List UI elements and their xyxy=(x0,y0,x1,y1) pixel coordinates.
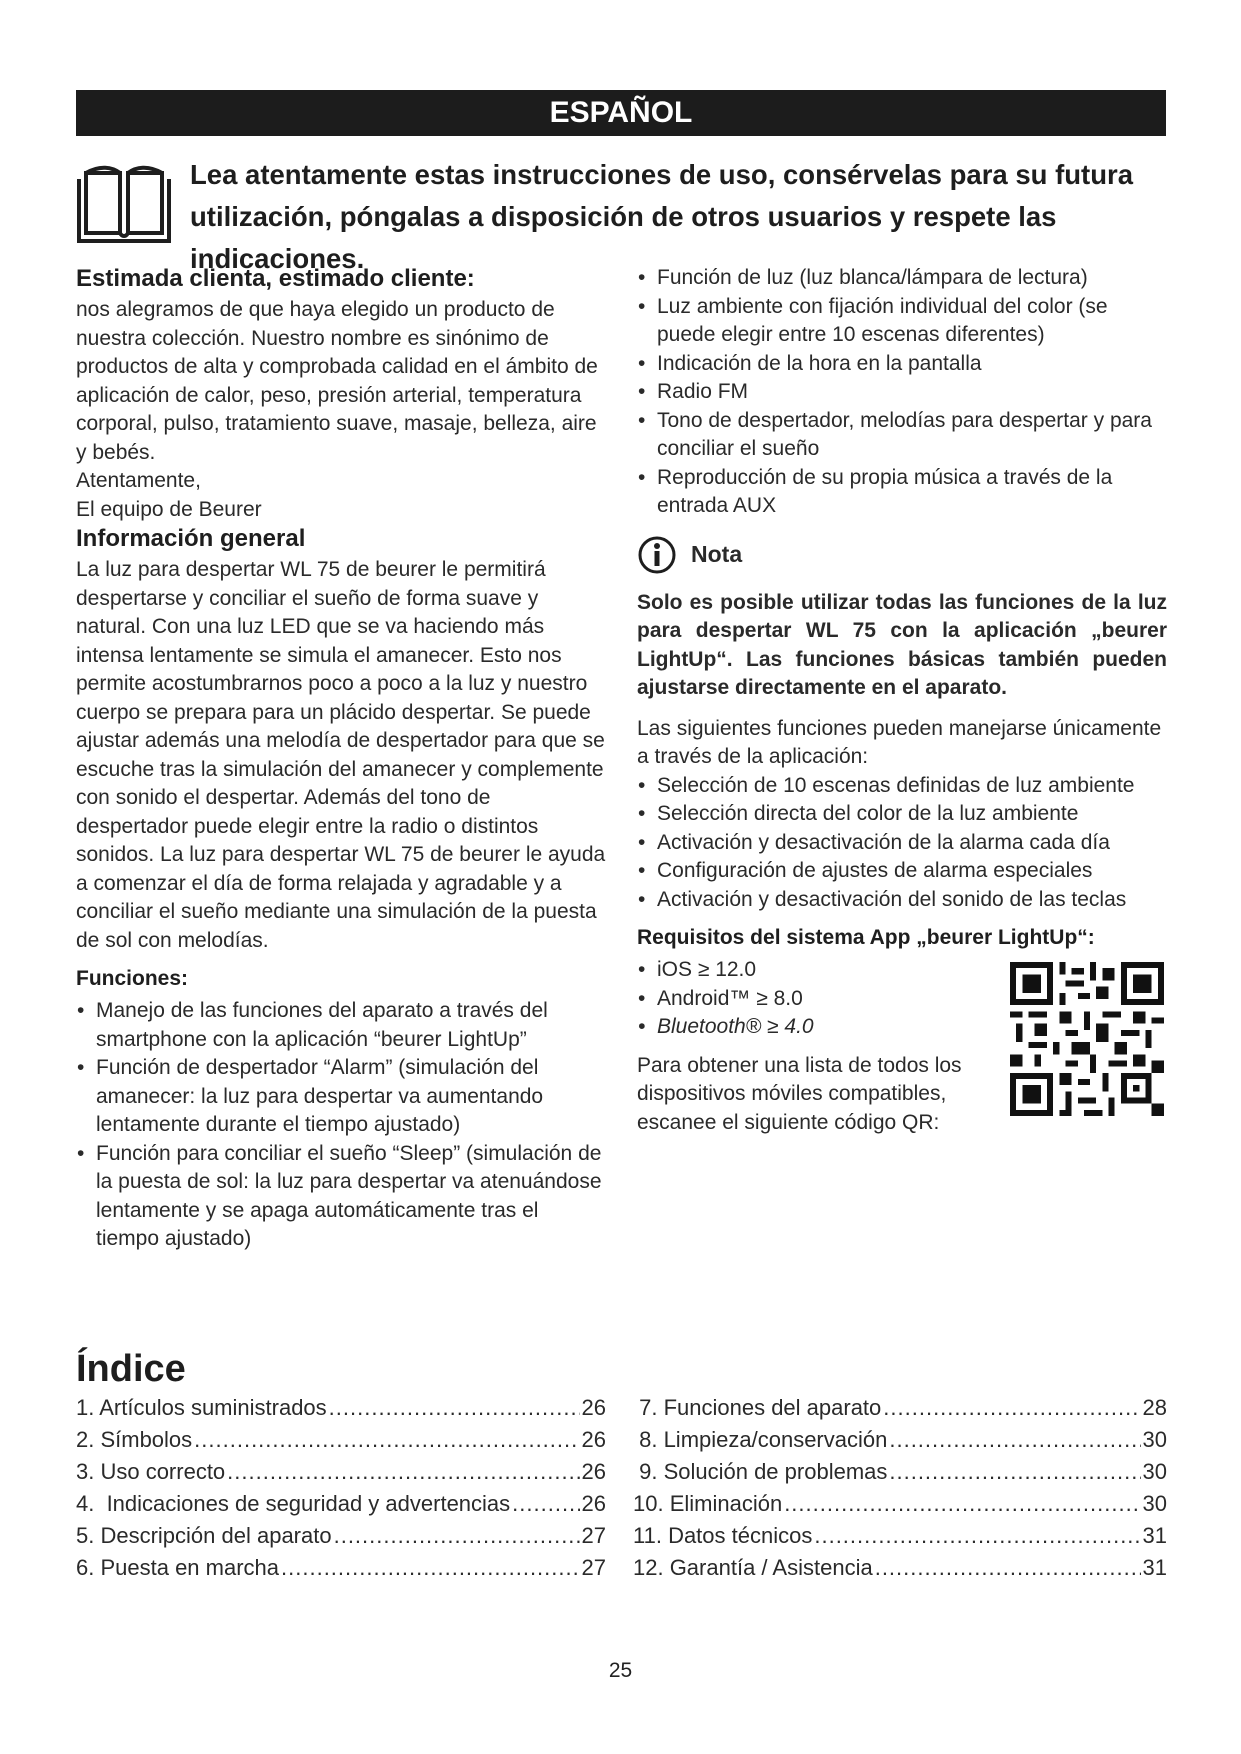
requirements-heading: Requisitos del sistema App „beurer LightUp“: xyxy=(637,926,1095,949)
index-entry[interactable] xyxy=(633,1520,1167,1552)
list-item: • Función de despertador “Alarm” (simulación del amanecer: la luz para despertar va aumentando lentamente durante el tiempo ajustado) xyxy=(76,1054,606,1140)
list-item: • Función de luz (luz blanca/lámpara de lectura) xyxy=(637,264,1167,293)
index-entry-page: 26 xyxy=(581,1491,606,1516)
qr-instructions: Para obtener una lista de todos los dispositivos móviles compatibles, escanee el siguiente código QR: xyxy=(637,1053,962,1134)
index-entry[interactable] xyxy=(76,1488,606,1520)
list-item: • Configuración de ajustes de alarma especiales xyxy=(637,857,1167,886)
list-item: • Función para conciliar el sueño “Sleep” (simulación de la puesta de sol: la luz para despertar va atenuándose lentamente y se apaga automáticamente tras el tiempo ajustado) xyxy=(76,1140,606,1254)
index-entry-label: 12. Garantía / Asistencia xyxy=(633,1555,873,1580)
index-entry-page: 30 xyxy=(1142,1491,1167,1516)
index-entry-label: 9. Solución de problemas xyxy=(633,1459,888,1484)
functions-list-continued xyxy=(637,264,1167,521)
index-title: Índice xyxy=(76,1348,186,1390)
qr-code-icon[interactable] xyxy=(1010,962,1164,1116)
list-item: • Radio FM xyxy=(637,378,1167,407)
index-entry-label: 7. Funciones del aparato xyxy=(633,1395,882,1420)
index-entry[interactable] xyxy=(633,1456,1167,1488)
index-entry-page: 26 xyxy=(581,1459,606,1484)
info-icon xyxy=(637,535,677,575)
index-entry-label: 6. Puesta en marcha xyxy=(76,1555,280,1580)
note-body: Solo es posible utilizar todas las funciones de la luz para despertar WL 75 con la aplicación „beurer LightUp“. Las funciones básicas también pueden ajustarse directamente en el aparato. xyxy=(637,590,1167,699)
index-entry-label: 5. Descripción del aparato xyxy=(76,1523,332,1548)
index-entry-page: 26 xyxy=(581,1427,606,1452)
index-entry-page: 27 xyxy=(581,1555,606,1580)
index-entry-page: 27 xyxy=(581,1523,606,1548)
list-item: • Reproducción de su propia música a través de la entrada AUX xyxy=(637,464,1167,521)
functions-heading: Funciones: xyxy=(76,967,189,990)
app-functions-list xyxy=(637,772,1167,915)
index-entry-label: 11. Datos técnicos xyxy=(633,1523,813,1548)
general-body: La luz para despertar WL 75 de beurer le permitirá despertarse y conciliar el sueño de forma suave y natural. Con una luz LED que se va haciendo más intensa lentamente se simula el amanecer. Esto nos permite acostumbrarnos poco a poco a la luz y nuestro cuerpo se prepara para un plácido despertar. Se puede ajustar además una melodía de despertador para que se escuche tras la simulación del amanecer y complemente con sonido el despertar. Además del tono de despertador puede elegir entre la radio o distintos sonidos. La luz para despertar WL 75 de beurer le ayuda a comenzar el día de forma relajada y agradable y a conciliar el sueño mediante una simulación de la puesta de sol con melodías. xyxy=(76,558,606,952)
note-title: Nota xyxy=(691,541,743,568)
index-entry-page: 30 xyxy=(1142,1459,1167,1484)
index-entry-label: 1. Artículos suministrados xyxy=(76,1395,327,1420)
app-intro: Las siguientes funciones pueden manejarse únicamente a través de la aplicación: xyxy=(637,716,1162,768)
general-heading: Información general xyxy=(76,525,306,552)
list-item: • Indicación de la hora en la pantalla xyxy=(637,350,1167,379)
page-number: 25 xyxy=(608,1659,633,1682)
index-right xyxy=(633,1392,1167,1584)
index-entry-page: 31 xyxy=(1142,1523,1167,1548)
index-entry-label: 4. Indicaciones de seguridad y advertencias xyxy=(76,1491,511,1516)
index-entry[interactable] xyxy=(76,1552,606,1584)
left-column xyxy=(76,264,606,1254)
list-item: • Android™ ≥ 8.0 xyxy=(637,985,1167,1014)
right-column xyxy=(637,264,1167,1137)
index-entry[interactable] xyxy=(633,1488,1167,1520)
requirements-block xyxy=(637,956,1167,1137)
index-entry-label: 10. Eliminación xyxy=(633,1491,783,1516)
index-entry-label: 2. Símbolos xyxy=(76,1427,193,1452)
list-item: • Tono de despertador, melodías para despertar y para conciliar el sueño xyxy=(637,407,1167,464)
index-entry-page: 31 xyxy=(1142,1555,1167,1580)
list-item: • Selección de 10 escenas definidas de luz ambiente xyxy=(637,772,1167,801)
index-entry-label: 8. Limpieza/conservación xyxy=(633,1427,888,1452)
index-entry[interactable] xyxy=(76,1392,606,1424)
regards: Atentamente, xyxy=(76,469,201,492)
greeting-heading: Estimada clienta, estimado cliente: xyxy=(76,265,475,292)
intro-heading: Lea atentamente estas instrucciones de uso, consérvelas para su futura utilización, póngalas a disposición de otros usuarios y respete las indicaciones. xyxy=(190,159,1133,274)
index-entry[interactable] xyxy=(76,1520,606,1552)
list-item: • iOS ≥ 12.0 xyxy=(637,956,1167,985)
list-item: • Bluetooth® ≥ 4.0 xyxy=(637,1013,1167,1042)
list-item: • Luz ambiente con fijación individual del color (se puede elegir entre 10 escenas diferentes) xyxy=(637,293,1167,350)
functions-list xyxy=(76,997,606,1254)
index-entry[interactable] xyxy=(76,1456,606,1488)
index-entry[interactable] xyxy=(633,1552,1167,1584)
index-left xyxy=(76,1392,606,1584)
list-item: • Activación y desactivación del sonido de las teclas xyxy=(637,886,1167,915)
list-item: • Activación y desactivación de la alarma cada día xyxy=(637,829,1167,858)
signature: El equipo de Beurer xyxy=(76,497,262,521)
book-icon xyxy=(76,163,172,245)
index-entry-page: 30 xyxy=(1142,1427,1167,1452)
note-header xyxy=(637,535,1167,575)
greeting-body: nos alegramos de que haya elegido un producto de nuestra colección. Nuestro nombre es sinónimo de productos de alta y comprobada calidad en el ámbito de aplicación de calor, peso, presión arterial, temperatura corporal, pulso, tratamiento suave, masaje, belleza, aire y bebés. xyxy=(76,298,598,464)
index-entry[interactable] xyxy=(633,1392,1167,1424)
index-entry-page: 28 xyxy=(1142,1395,1167,1420)
list-item: • Manejo de las funciones del aparato a través del smartphone con la aplicación “beurer LightUp” xyxy=(76,997,606,1054)
language-banner: ESPAÑOL xyxy=(76,90,1166,136)
index-entry[interactable] xyxy=(633,1424,1167,1456)
list-item: • Selección directa del color de la luz ambiente xyxy=(637,800,1167,829)
index-entry-page: 26 xyxy=(581,1395,606,1420)
index-entry-label: 3. Uso correcto xyxy=(76,1459,226,1484)
index-entry[interactable] xyxy=(76,1424,606,1456)
